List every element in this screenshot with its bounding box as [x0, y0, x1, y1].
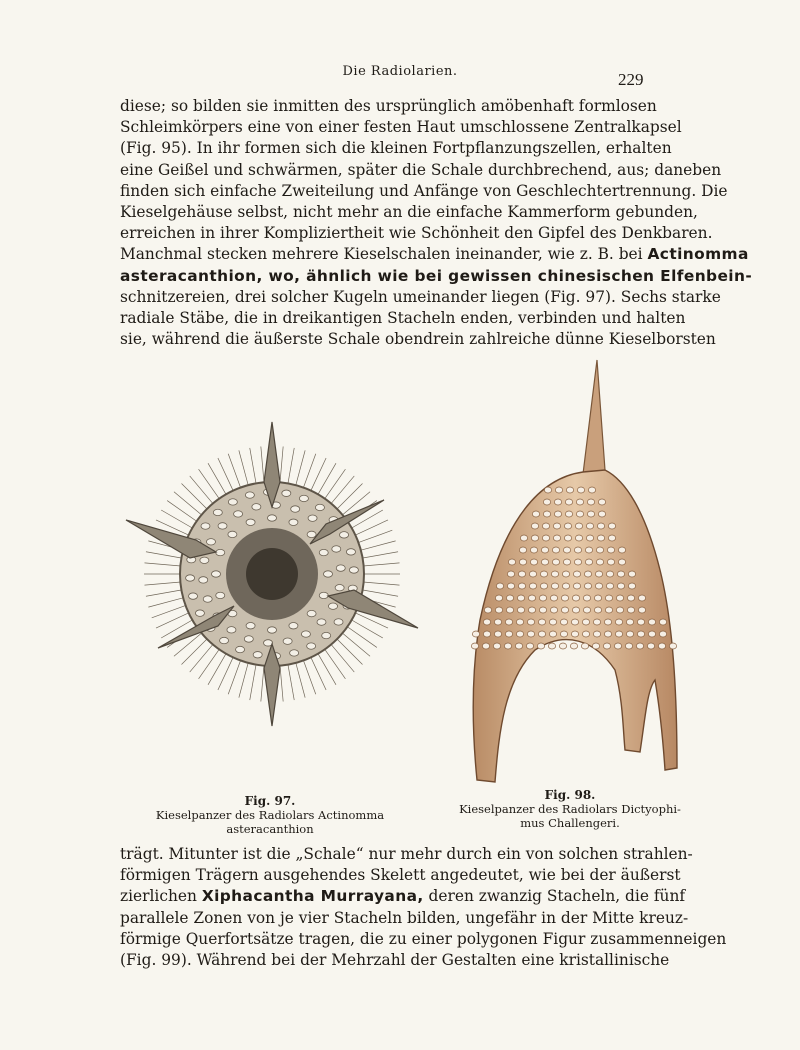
text-line: (Fig. 95). In ihr formen sich die kleinen Fortpflanzungszellen, erhalten — [120, 139, 672, 158]
text-line: erreichen in ihrer Kompliziertheit wie Schönheit den Gipfel des Denkbaren. — [120, 224, 713, 243]
text-line — [120, 244, 749, 265]
figure-caption — [440, 788, 700, 830]
text-line: radiale Stäbe, die in dreikantigen Stacheln enden, verbinden und halten — [120, 309, 686, 328]
actinomma-illustration — [120, 412, 420, 742]
text-line: förmigen Trägern ausgehendes Skelett angedeutet, wie bei der äußerst — [120, 866, 681, 885]
paragraph-top — [120, 96, 753, 350]
text-line: diese; so bilden sie inmitten des ursprünglich amöbenhaft formlosen — [120, 97, 657, 115]
text-line: sie, während die äußerste Schale obendrein zahlreiche dünne Kieselborsten — [120, 330, 716, 349]
text-segment: deren zwanzig Stacheln, die fünf — [428, 887, 686, 906]
text-line: finden sich einfache Zweiteilung und Anfänge von Geschlechtertrennung. Die — [120, 181, 728, 200]
text-line: parallele Zonen von je vier Stacheln bilden, ungefähr in der Mitte kreuz- — [120, 908, 689, 927]
text-line: asteracanthion, wo, ähnlich wie bei gewissen chinesischen Elfenbein- — [120, 266, 753, 285]
caption-line: Kieselpanzer des Radiolars Actinomma — [155, 808, 385, 822]
text-line — [120, 886, 686, 907]
figure-caption — [140, 794, 400, 836]
text-line: (Fig. 99). Während bei der Mehrzahl der Gestalten eine kristallinische — [120, 951, 670, 970]
text-line: schnitzereien, drei solcher Kugeln umeinander liegen (Fig. 97). Sechs starke — [120, 287, 721, 306]
latin-name: Xiphacantha Murrayana, — [201, 887, 424, 906]
text-line: förmige Querfortsätze tragen, die zu einer polygonen Figur zusammenneigen — [120, 929, 727, 948]
caption-line: mus Challengeri. — [520, 816, 620, 830]
text-line: Kieselgehäuse selbst, nicht mehr an die einfache Kammerform gebunden, — [120, 203, 698, 222]
text-segment: Manchmal stecken mehrere Kieselschalen ineinander, wie z. B. bei — [120, 245, 643, 264]
text-line: eine Geißel und schwärmen, später die Schale durchbrechend, aus; daneben — [120, 160, 722, 179]
page-number: 229 — [618, 70, 644, 89]
text-line: Schleimkörpers eine von einer festen Haut umschlossene Zentralkapsel — [120, 118, 682, 137]
running-head: Die Radiolarien. — [342, 64, 458, 79]
paragraph-bottom — [120, 844, 727, 971]
text-segment: zierlichen — [120, 887, 197, 906]
figure-label: Fig. 97. — [244, 794, 296, 808]
figure-label: Fig. 98. — [544, 788, 596, 802]
caption-line: asteracanthion — [226, 822, 314, 836]
dictyophimus-illustration — [455, 350, 685, 790]
caption-line: Kieselpanzer des Radiolars Dictyophi- — [459, 802, 681, 816]
latin-name: Actinomma — [647, 245, 749, 264]
text-line: trägt. Mitunter ist die „Schale“ nur mehr durch ein von solchen strahlen- — [120, 845, 693, 863]
